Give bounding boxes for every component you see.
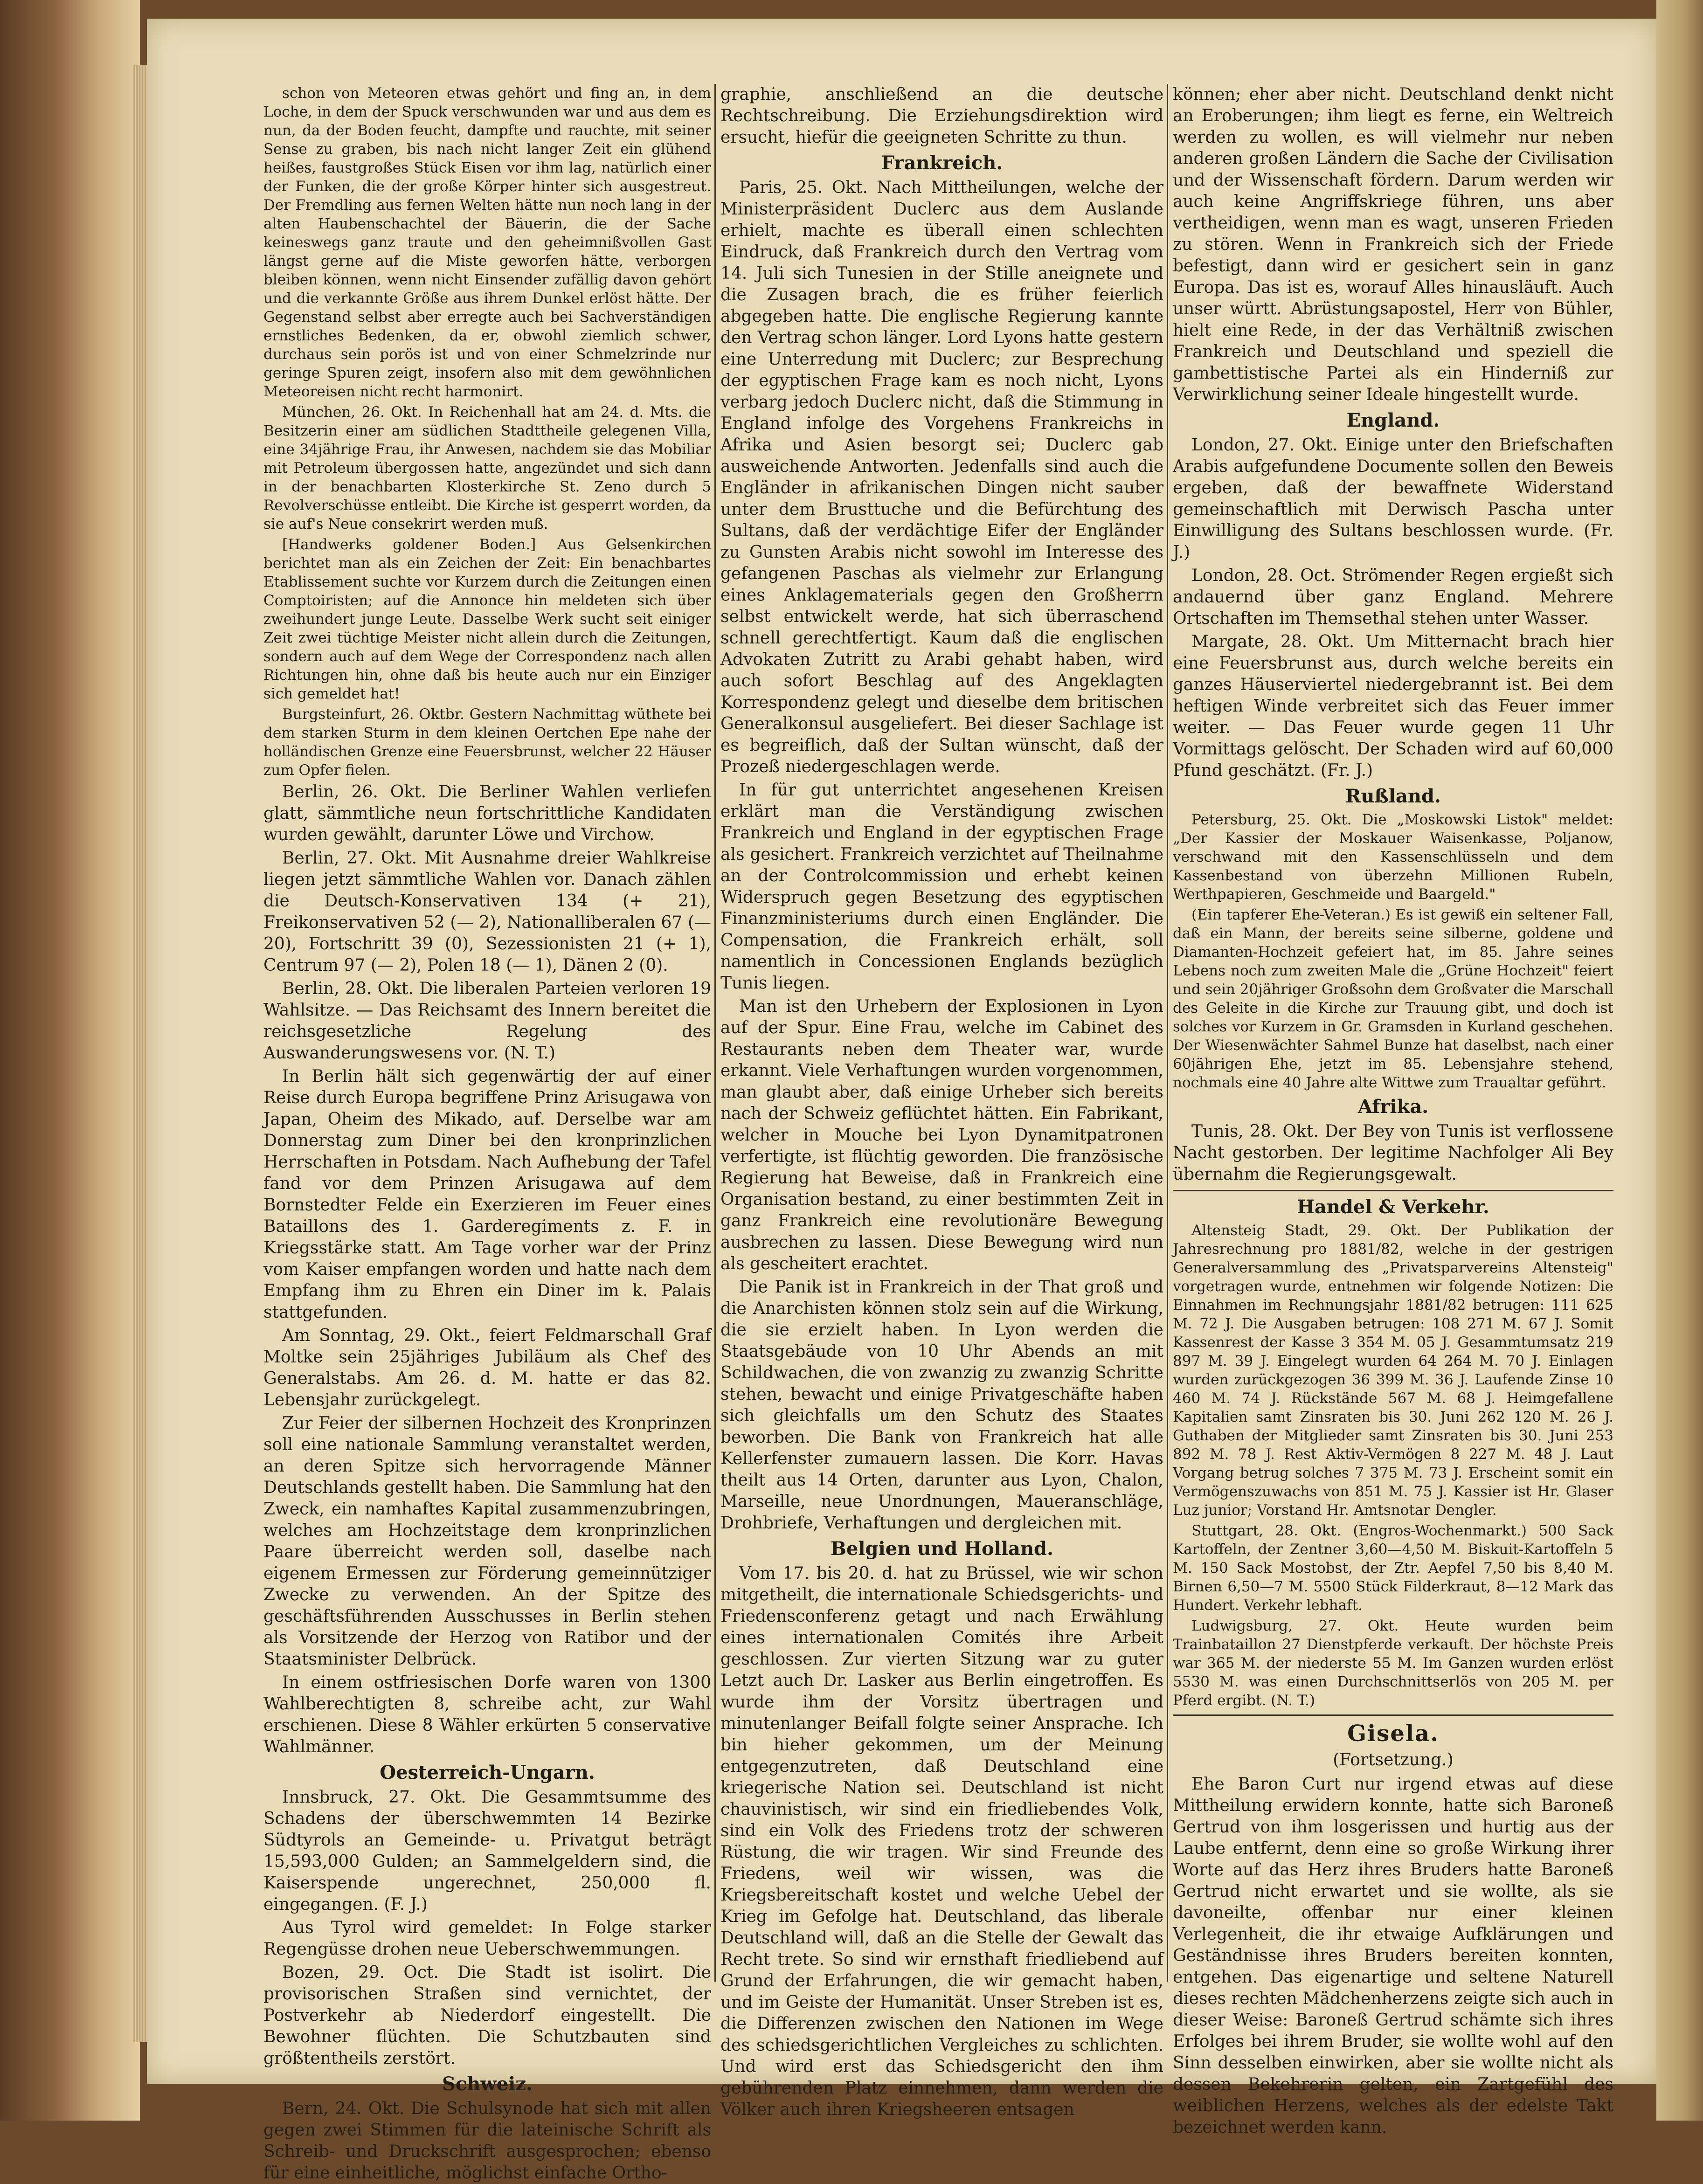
article-lyon: Man ist den Urhebern der Explosionen in Lyon auf der Spur. Eine Frau, welche im Cabinet des Restaurants neben dem Theater war, wurde erkannt. Viele Verhaftungen wurden vorgenommen, man glaubt aber, daß einige Urheber sich bereits nach der Schweiz geflüchtet hätten. Ein Fabrikant, welcher in Mouche bei Lyon Dynamitpatronen verfertigte, ist flüchtig geworden. Die französische Regierung hat Beweise, daß in Frankreich eine Organisation bestand, zu einer bestimmten Zeit in ganz Frankreich eine revolutionäre Bewegung ausbrechen zu lassen. Diese Bewegung wird nun als gescheitert erachtet. — [720, 997, 1163, 1273]
article-london-27: London, 27. Okt. Einige unter den Briefschaften Arabis aufgefundene Documente sollen den Beweis ergeben, daß der bewaffnete Widerstand gemeinschaftlich mit Derwisch Pascha unter Einwilligung des Sultans beschlossen wurde. (Fr. J.) — [1173, 435, 1613, 562]
section-rule-feuilleton — [1173, 1714, 1613, 1716]
article-paris: Paris, 25. Okt. Nach Mittheilungen, welche der Ministerpräsident Duclerc aus dem Auslande erhielt, machte es überall einen schlechten Eindruck, daß Frankreich durch den Vertrag vom 14. Juli sich Tunesien in der Stille aneignete und die Zusagen brach, die es früher feierlich abgegeben hatte. Die englische Regierung kannte den Vertrag schon länger. Lord Lyons hatte gestern eine Unterredung mit Duclerc; zur Besprechung der egyptischen Frage kam es noch nicht, Lyons verbarg jedoch Duclerc nicht, daß die Stimmung in England infolge des Vorgehens Frankreichs in Afrika und Asien besorgt sei; Duclerc gab ausweichende Antworten. Jedenfalls sind auch die Engländer in afrikanischen Dingen nicht sauber unter dem Brusttuche und die Befürchtung des Sultans, daß der verdächtige Eifer der Engländer zu Gunsten Arabis nicht sowohl im Interesse des gefangenen Paschas als vielmehr zur Erlangung eines Anklagematerials gegen den Großherrn selbst entwickelt werde, hat sich überraschend schnell gerechtfertigt. Kaum daß die englischen Advokaten Zutritt zu Arabi gehabt haben, wird auch sofort Beschlag auf des Angeklagten Korrespondenz gelegt und dieselbe dem britischen Generalkonsul ausgeliefert. Bei dieser Sachlage ist es begreiflich, daß der Sultan wünscht, daß der Prozeß niedergeschlagen werde. — [720, 178, 1163, 776]
article-berlin-27: Berlin, 27. Okt. Mit Ausnahme dreier Wahlkreise liegen jetzt sämmtliche Wahlen vor. Danach zählen die Deutsch-Konservativen 134 (+ 21), Freikonservativen 52 (— 2), Nationalliberalen 67 (— 20), Fortschritt 39 (0), Sezessionisten 21 (+ 1), Centrum 97 (— 2), Polen 18 (— 1), Dänen 2 (0). — [263, 849, 711, 975]
column-rule-1 — [714, 84, 716, 1982]
heading-frankreich: Frankreich. — [881, 152, 1003, 174]
section-rule-trade — [1173, 1190, 1613, 1191]
article-panik: Die Panik ist in Frankreich in der That groß und die Anarchisten können stolz sein auf die Wirkung, die sie erzielt haben. In Lyon werden die Staatsgebäude von 10 Uhr Abends an mit Schildwachen, die von zwanzig zu zwanzig Schritte stehen, bewacht und einige Privatgeschäfte haben sich gleichfalls um den Schutz des Staates beworben. Die Bank von Frankreich hat alle Kellerfenster zumauern lassen. Die Korr. Havas theilt aus 14 Orten, darunter aus Lyon, Chalon, Marseille, neue Unordnungen, Maueranschläge, Drohbriefe, Verhaftungen und dergleichen mit. — [720, 1278, 1163, 1533]
article-bruessel-cont: können; eher aber nicht. Deutschland denkt nicht an Eroberungen; ihm liegt es ferne, ein Weltreich werden zu wollen, es will vielmehr nur neben anderen großen Ländern die Sache der Civilisation und der Wissenschaft fördern. Darum werden wir auch keine Angriffskriege führen, uns aber vertheidigen, wenn man es wagt, unseren Frieden zu stören. Wenn in Frankreich sich der Friede befestigt, dann wird er gesichert sein in ganz Europa. Das ist es, worauf Alles hinausläuft. Auch unser württ. Abrüstungsapostel, Herr von Bühler, hielt eine Rede, in der das Verhältniß zwischen Frankreich und Deutschland und speziell die gambettistische Partei als ein Hinderniß zur Verwirklichung seiner Ideale hingestellt wurde. — [1173, 85, 1613, 404]
article-handwerk: [Handwerks goldener Boden.] Aus Gelsenkirchen berichtet man als ein Zeichen der Zeit: Ein benachbartes Etablissement suchte vor Kurzem durch die Zeitungen einen Comptoiristen; auf die Annonce hin meldeten sich über zweihundert junge Leute. Dasselbe Werk sucht seit einiger Zeit zwei tüchtige Meister nicht allein durch die Zeitungen, sondern auch auf dem Wege der Correspondenz nach allen Richtungen hin, ohne daß bis heute auch nur ein Einziger sich gemeldet hat! — [263, 536, 711, 702]
article-ostfriesland: In einem ostfriesischen Dorfe waren von 1300 Wahlberechtigten 8, schreibe acht, zur Wahl erschienen. Diese 8 Wähler erkürten 5 conservative Wahlmänner. — [263, 1673, 711, 1756]
article-verstaendigung: In für gut unterrichtet angesehenen Kreisen erklärt man die Verständigung zwischen Frankreich und England in der egyptischen Frage als gesichert. Frankreich verzichtet auf Theilnahme an der Controlcommission und erhebt keinen Widerspruch gegen Besetzung des egyptischen Finanzministeriums durch einen Engländer. Die Compensation, die Frankreich erhält, soll namentlich in Concessionen Englands bezüglich Tunis liegen. — [720, 781, 1163, 993]
article-ludwigsburg: Ludwigsburg, 27. Okt. Heute wurden beim Trainbataillon 27 Dienstpferde verkauft. Der höchste Preis war 365 M. der niederste 55 M. Im Ganzen wurden erlöst 5530 M. was einen Durchschnittserlös von 205 M. per Pferd ergibt. (N. T.) — [1173, 1617, 1613, 1709]
article-burgsteinfurt: Burgsteinfurt, 26. Oktbr. Gestern Nachmittag wüthete bei dem starken Sturm in dem kleinen Oertchen Epe nahe der holländischen Grenze eine Feuersbrunst, welcher 22 Häuser zum Opfer fielen. — [263, 706, 711, 779]
heading-england: England. — [1346, 409, 1440, 431]
heading-belgien: Belgien und Holland. — [831, 1538, 1053, 1560]
article-innsbruck: Innsbruck, 27. Okt. Die Gesammtsumme des Schadens der überschwemmten 14 Bezirke Südtyrols an Gemeinde- u. Privatgut beträgt 15,593,000 Gulden; an Sammelgeldern sind, die Kaiserspende ungerechnet, 250,000 fl. eingegangen. (F. J.) — [263, 1788, 711, 1914]
feuilleton-text: Ehe Baron Curt nur irgend etwas auf diese Mittheilung erwidern konnte, hatte sich Baroneß Gertrud von ihm losgerissen und hurtig aus der Laube entfernt, denn eine so große Wirkung ihrer Worte auf das Herz ihres Bruders hatte Baroneß Gertrud nicht erwartet und sie wollte, als sie davoneilte, offenbar nur einer kleinen Verlegenheit, die ihr etwaige Aufklärungen und Geständnisse ihres Bruders bereiten konnten, entgehen. Das eigenartige und seltene Naturell dieses rechten Mädchenherzens zeigte sich auch in dieser Weise: Baroneß Gertrud schämte sich ihres Erfolges bei ihrem Bruder, sie wollte wohl auf den Sinn desselben einwirken, aber sie wollte nicht als dessen Bekehrerin gelten, ein Zartgefühl des weiblichen Herzens, welches als der edelste Takt bezeichnet werden kann. — [1173, 1775, 1613, 2137]
article-silberhochzeit: Zur Feier der silbernen Hochzeit des Kronprinzen soll eine nationale Sammlung veranstaltet werden, an deren Spitze sich hervorragende Männer Deutschlands gestellt haben. Die Sammlung hat den Zweck, ein namhaftes Kapital zusammenzubringen, welches am Hochzeitstage dem kronprinzlichen Paare überreicht werden soll, daselbe nach eigenem Ermessen zur Förderung gemeinnütziger Zwecke zu verwenden. An der Spitze des geschäftsführenden Ausschusses in Berlin stehen als Vorsitzende der Herzog von Ratibor und der Staatsminister Delbrück. — [263, 1414, 711, 1669]
right-page-edge — [1656, 0, 1703, 2121]
article-bern-cont: graphie, anschließend an die deutsche Rechtschreibung. Die Erziehungsdirektion wird ersucht, hiefür die geeigneten Schritte zu thun. — [720, 85, 1163, 147]
feuilleton-title: Gisela. — [1347, 1721, 1439, 1747]
column-rule-2 — [1167, 84, 1168, 1982]
column-2 — [720, 84, 1163, 2119]
article-muenchen: München, 26. Okt. In Reichenhall hat am 24. d. Mts. die Besitzerin einer am südlichen Stadttheile gelegenen Villa, eine 34jährige Frau, ihr Anwesen, nachdem sie das Mobiliar mit Petroleum übergossen hatte, angezündet und sich dann in der benachbarten Klosterkirche St. Zeno durch 5 Revolverschüsse entleibt. Die Kirche ist gesperrt worden, da sie auf's Neue consekrirt werden muß. — [263, 404, 711, 532]
column-3 — [1173, 84, 1613, 2137]
heading-russland: Rußland. — [1345, 785, 1441, 807]
column-1 — [263, 84, 711, 2183]
feuilleton-subtitle: (Fortsetzung.) — [1333, 1750, 1454, 1769]
article-berlin-28: Berlin, 28. Okt. Die liberalen Parteien verloren 19 Wahlsitze. — Das Reichsamt des Innern bereitet die reichsgesetzliche Regelung des Auswanderungswesens vor. (N. T.) — [263, 979, 711, 1063]
book-binding — [0, 0, 140, 2121]
article-bern: Bern, 24. Okt. Die Schulsynode hat sich mit allen gegen zwei Stimmen für die lateinische Schrift als Schreib- und Druckschrift ausgesprochen; ebenso für eine einheitliche, möglichst einfache Ortho- — [263, 2099, 711, 2183]
article-tunis: Tunis, 28. Okt. Der Bey von Tunis ist verflossene Nacht gestorben. Der legitime Nachfolger Ali Bey übernahm die Regierungsgewalt. — [1173, 1122, 1613, 1184]
heading-afrika: Afrika. — [1357, 1096, 1429, 1118]
article-meteor: schon von Meteoren etwas gehört und fing an, in dem Loche, in dem der Spuck verschwunden war und aus dem es nun, da der Boden feucht, dampfte und rauchte, mit seiner Sense zu graben, bis nach nicht langer Zeit ein glühend heißes, faustgroßes Stück Eisen vor ihm lag, natürlich einer der Funken, die der große Körper hinter sich ausgestreut. Der Fremdling aus fernen Welten hätte nun noch lang in der alten Haubenschachtel der Bäuerin, die der Sache keineswegs ganz traute und den geheimnißvollen Gast längst gerne auf die Miste geworfen hätte, verborgen bleiben können, wenn nicht Einsender zufällig davon gehört und die verkannte Größe aus ihrem Dunkel erlöst hätte. Der Gegenstand selbst aber erregte auch bei Sachverständigen ernstliches Bedenken, da er, obwohl ziemlich schwer, durchaus sein porös ist und von einer Schmelzrinde nur geringe Spuren zeigt, insofern also mit dem gewöhnlichen Meteoreisen nicht recht harmonirt. — [263, 85, 711, 400]
article-margate: Margate, 28. Okt. Um Mitternacht brach hier eine Feuersbrunst aus, durch welche bereits ein ganzes Häuserviertel niedergebrannt ist. Bei dem heftigen Winde verbreitet sich das Feuer immer weiter. — Das Feuer wurde gegen 11 Uhr Vormittags gelöscht. Der Schaden wird auf 60,000 Pfund geschätzt. (Fr. J.) — [1173, 632, 1613, 780]
heading-oesterreich: Oesterreich-Ungarn. — [380, 1762, 595, 1783]
article-altensteig: Altensteig Stadt, 29. Okt. Der Publikation der Jahresrechnung pro 1881/82, welche in der gestrigen Generalversammlung des „Privatsparvereins Altensteig" vorgetragen wurde, entnehmen wir folgende Notizen: Die Einnahmen im Rechnungsjahr 1881/82 betrugen: 111 625 M. 72 J. Die Ausgaben betrugen: 108 271 M. 67 J. Somit Kassenrest der Kasse 3 354 M. 05 J. Gesammtumsatz 219 897 M. 39 J. Eingelegt wurden 64 264 M. 70 J. Einlagen wurden zurückgezogen 36 399 M. 36 J. Laufende Zinse 10 460 M. 74 J. Rückstände 567 M. 68 J. Heimgefallene Kapitalien samt Zinsraten bis 30. Juni 262 120 M. 26 J. Guthaben der Mitglieder samt Zinsraten bis 30. Juni 253 892 M. 78 J. Rest Aktiv-Vermögen 8 227 M. 48 J. Laut Vorgang betrug solches 7 375 M. 73 J. Erscheint somit ein Vermögenszuwachs von 851 M. 75 J. Kassier ist Hr. Glaser Luz junior; Vorstand Hr. Amtsnotar Dengler. — [1173, 1222, 1613, 1519]
article-bruessel: Vom 17. bis 20. d. hat zu Brüssel, wie wir schon mitgetheilt, die internationale Schiedsgerichts- und Friedensconferenz getagt und nach Erwählung eines internationalen Comités ihre Arbeit geschlossen. Zur vierten Sitzung war zu guter Letzt auch Dr. Lasker aus Berlin eingetroffen. Es wurde ihm der Vorsitz übertragen und minutenlanger Beifall folgte seiner Ansprache. Ich bin hieher gekommen, um der Meinung entgegenzutreten, daß Deutschland eine kriegerische Nation sei. Deutschland ist nicht chauvinistisch, wir sind ein friedliebendes Volk, sind ein Volk des Friedens trotz der schweren Rüstung, die wir tragen. Wir sind Freunde des Friedens, weil wir wissen, was die Kriegsbereitschaft kostet und welche Uebel der Krieg im Gefolge hat. Deutschland, das liberale Deutschland will, daß an die Stelle der Gewalt das Recht trete. So sind wir ernsthaft friedliebend auf Grund der Erfahrungen, die wir gemacht haben, und im Geiste der Humanität. Unser Streben ist es, die Differenzen zwischen den Nationen im Wege des schiedsgerichtlichen Vergleiches zu schlichten. Und wird erst das Schiedsgericht den ihm gebührenden Platz einnehmen, dann werden die Völker auch ihren Kriegsheeren entsagen — [720, 1564, 1163, 2119]
article-petersburg: Petersburg, 25. Okt. Die „Moskowski Listok" meldet: „Der Kassier der Moskauer Waisenkasse, Poljanow, verschwand mit den Kassenschlüsseln und dem Kassenbestand von überzehn Millionen Rubeln, Werthpapieren, Geschmeide und Baargeld." — [1173, 811, 1613, 903]
article-bozen: Bozen, 29. Oct. Die Stadt ist isolirt. Die provisorischen Straßen sind vernichtet, der Postverkehr ab Niederdorf eingestellt. Die Bewohner flüchten. Die Schutzbauten sind größtentheils zerstört. — [263, 1963, 711, 2068]
article-arisugawa: In Berlin hält sich gegenwärtig der auf einer Reise durch Europa begriffene Prinz Arisugawa von Japan, Oheim des Mikado, auf. Derselbe war am Donnerstag zum Diner bei den kronprinzlichen Herrschaften in Potsdam. Nach Aufhebung der Tafel fand vor dem Prinzen Arisugawa auf dem Bornstedter Felde ein Exerzieren im Feuer eines Bataillons des 1. Garderegiments z. F. in Kriegsstärke statt. Am Tage vorher war der Prinz vom Kaiser empfangen worden und hatte nach dem Empfang ihm zu Ehren ein Diner im k. Palais stattgefunden. — [263, 1067, 711, 1322]
heading-schweiz: Schweiz. — [442, 2073, 533, 2095]
article-london-28: London, 28. Oct. Strömender Regen ergießt sich andauernd über ganz England. Mehrere Ortschaften im Themsethal stehen unter Wasser. — [1173, 566, 1613, 628]
article-stuttgart: Stuttgart, 28. Okt. (Engros-Wochenmarkt.) 500 Sack Kartoffeln, der Zentner 3,60—4,50 M. Biskuit-Kartoffeln 5 M. 150 Sack Mostobst, der Ztr. Aepfel 7,50 bis 8,40 M. Birnen 6,50—7 M. 5500 Stück Filderkraut, 8—12 Mark das Hundert. Verkehr lebhaft. — [1173, 1522, 1613, 1614]
article-ehe-veteran: (Ein tapferer Ehe-Veteran.) Es ist gewiß ein seltener Fall, daß ein Mann, der bereits seine silberne, goldene und Diamanten-Hochzeit gefeiert hat, im 85. Jahre seines Lebens noch zum zweiten Male die „Grüne Hochzeit" feiert und sein 20jähriger Großsohn dem Großvater die Marschall des Geleite in die Kirche zur Trauung gibt, und doch ist solches vor Kurzem in Gr. Gramsden in Kurland geschehen. Der Wiesenwächter Sahmel Bunze hat daselbst, nach einer 60jährigen Ehe, jetzt im 85. Lebensjahre stehend, nochmals eine 40 Jahre alte Wittwe zum Traualtar geführt. — [1173, 906, 1613, 1091]
article-moltke: Am Sonntag, 29. Okt., feiert Feldmarschall Graf Moltke sein 25jähriges Jubiläum als Chef des Generalstabs. Am 26. d. M. hatte er das 82. Lebensjahr zurückgelegt. — [263, 1326, 711, 1410]
heading-handel: Handel & Verkehr. — [1297, 1196, 1489, 1218]
article-berlin-26: Berlin, 26. Okt. Die Berliner Wahlen verliefen glatt, sämmtliche neun fortschrittliche Kandidaten wurden gewählt, darunter Löwe und Virchow. — [263, 782, 711, 844]
page-edges — [133, 65, 147, 2042]
article-tyrol: Aus Tyrol wird gemeldet: In Folge starker Regengüsse drohen neue Ueberschwemmungen. — [263, 1918, 711, 1959]
